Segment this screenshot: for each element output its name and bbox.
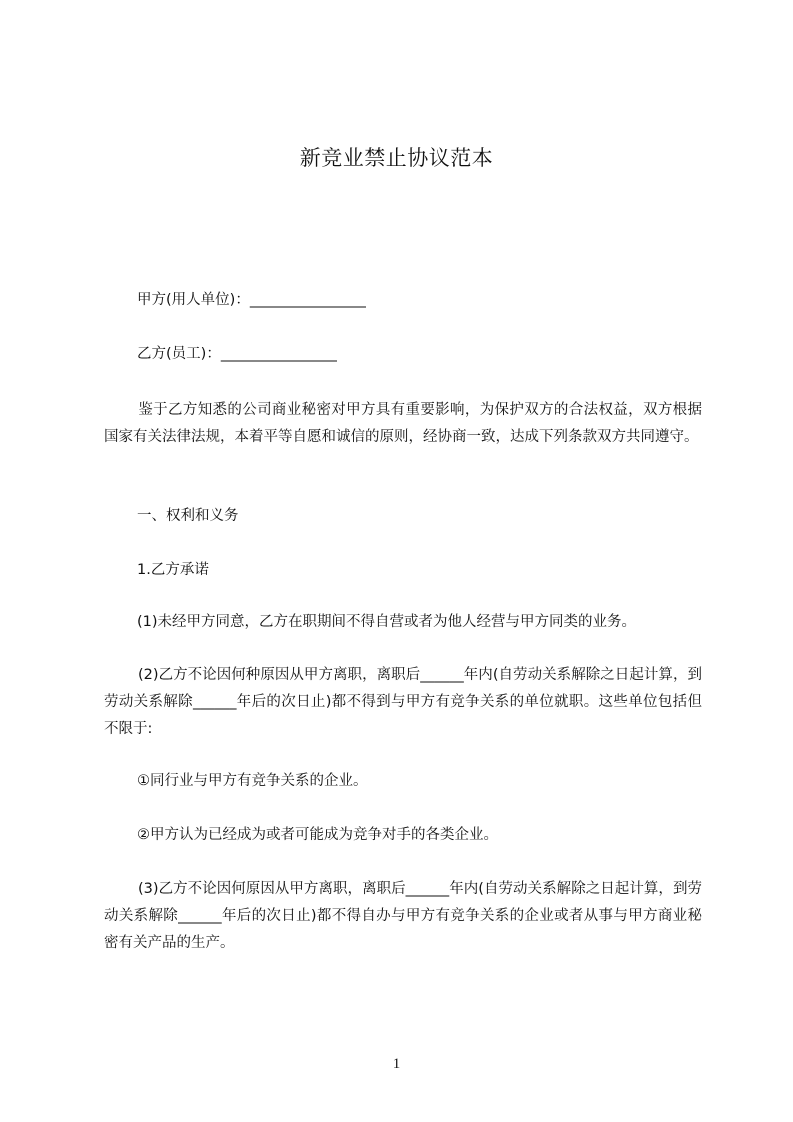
party-a-line: 甲方(用人单位)：________________ xyxy=(137,292,366,308)
party-b-line: 乙方(员工)：________________ xyxy=(137,346,337,362)
clause-3-text: (3)乙方不论因何原因从甲方离职，离职后______年内(自劳动关系解除之日起计算，到劳动关系解除______年后的次日止)都不得自办与甲方有竞争关系的企业或者从事与甲方商业秘密有关产品的生产。 xyxy=(104,881,702,951)
clause-2-text: (2)乙方不论因何种原因从甲方离职，离职后______年内(自劳动关系解除之日起计算，到劳动关系解除______年后的次日止)都不得到与甲方有竞争关系的单位就职。这些单位包括但不限于: xyxy=(104,667,702,737)
preamble-paragraph xyxy=(104,397,702,451)
section-1-heading: 一、权利和义务 xyxy=(137,508,239,524)
list-item-2: ②甲方认为已经成为或者可能成为竞争对手的各类企业。 xyxy=(137,827,498,843)
clause-3-paragraph xyxy=(104,876,702,957)
clause-2-paragraph xyxy=(104,662,702,743)
page-number: 1 xyxy=(392,1056,401,1072)
document-title: 新竞业禁止协议范本 xyxy=(299,146,494,170)
clause-1: (1)未经甲方同意，乙方在职期间不得自营或者为他人经营与甲方同类的业务。 xyxy=(137,614,637,630)
preamble-text: 鉴于乙方知悉的公司商业秘密对甲方具有重要影响，为保护双方的合法权益，双方根据国家有关法律法规，本着平等自愿和诚信的原则，经协商一致，达成下列条款双方共同遵守。 xyxy=(104,402,702,445)
subsection-1-heading: 1.乙方承诺 xyxy=(137,562,209,578)
list-item-1: ①同行业与甲方有竞争关系的企业。 xyxy=(137,773,368,789)
